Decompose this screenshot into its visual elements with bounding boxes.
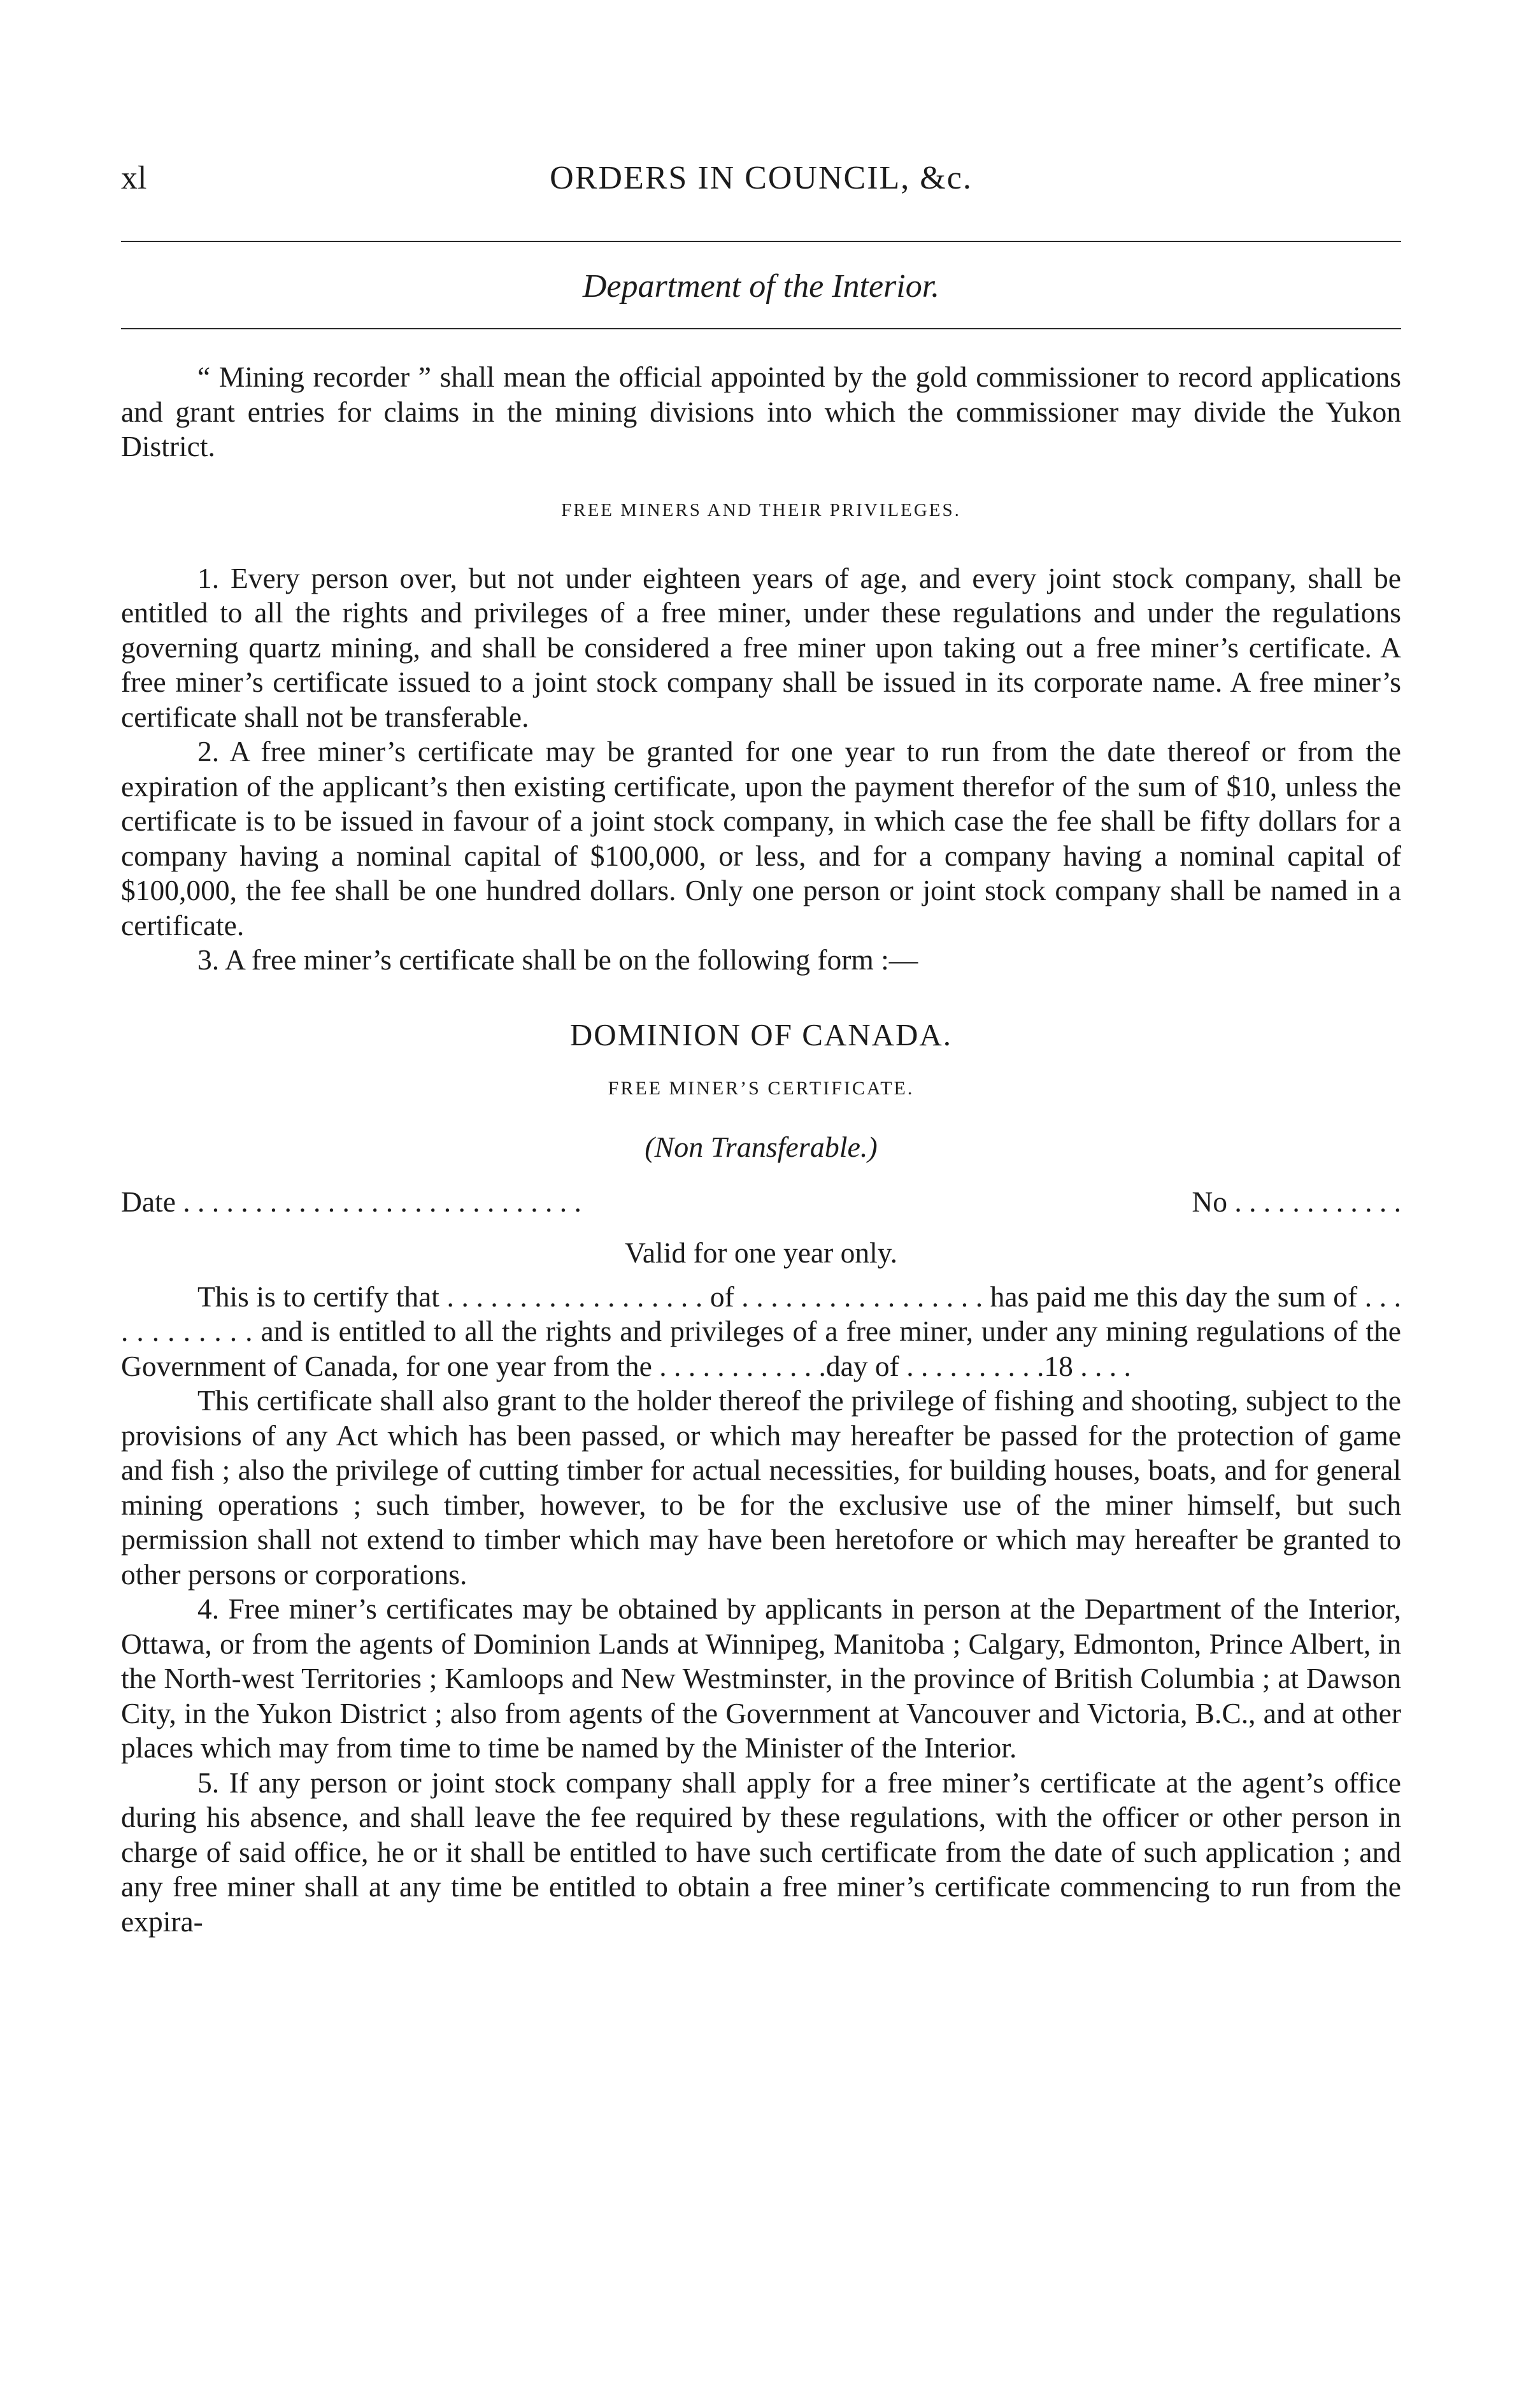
paragraph-3: 3. A free miner’s certificate shall be on the following form :— [197, 943, 918, 976]
department-heading: Department of the Interior. [582, 268, 940, 304]
form-number-field: No . . . . . . . . . . . . [1192, 1185, 1401, 1218]
page-header [121, 159, 1401, 210]
form-date-field: Date . . . . . . . . . . . . . . . . . . . . . . . . . . . . [121, 1185, 581, 1218]
header-rule [121, 241, 1401, 242]
form-note: (Non Transferable.) [645, 1130, 878, 1163]
form-subtitle: FREE MINER’S CERTIFICATE. [608, 1077, 915, 1099]
form-validity: Valid for one year only. [625, 1236, 897, 1269]
paragraph-4: 4. Free miner’s certificates may be obtained by applicants in person at the Department of the Interior, Ottawa, or from the agents of Dominion Lands at Winnipeg, Manitoba ; Calgary, Edmonton, Prince Albert, in the North-west Territories ; Kamloops and New Westminster, in the province of British Columbia ; at Dawson City, in the Yukon District ; also from agents of the Government at Vancouver and Victoria, B.C., and at other places which may from time to time be named by the Minister of the Interior. [121, 1592, 1401, 1764]
paragraph-1: 1. Every person over, but not under eighteen years of age, and every joint stock company, shall be entitled to all the rights and privileges of a free miner, under these regulations and under the regulations governing quartz mining, and shall be considered a free miner upon taking out a free miner’s certificate. A free miner’s certificate issued to a joint stock company shall be issued in its corporate name. A free miner’s certificate shall not be transferable. [121, 561, 1401, 733]
department-rule [121, 328, 1401, 329]
form-date-row [121, 1184, 1401, 1220]
paragraph-mining-recorder: “ Mining recorder ” shall mean the official appointed by the gold commissioner to record applications and grant entries for claims in the mining divisions into which the commissioner may divide the Yukon District. [121, 361, 1401, 462]
body-text [121, 360, 1401, 1939]
form-title: DOMINION OF CANADA. [569, 1017, 953, 1052]
page-number: xl [121, 160, 147, 196]
paragraph-2: 2. A free miner’s certificate may be granted for one year to run from the date thereof or from the expiration of the applicant’s then existing certificate, upon the payment therefor of the sum of $10, unless the certificate is to be issued in favour of a joint stock company, in which case the fee shall be fifty dollars for a company having a nominal capital of $100,000, or less, and for a company having a nominal capital of $100,000, the fee shall be one hundred dollars. Only one person or joint stock company shall be named in a certificate. [121, 735, 1401, 941]
paragraph-5: 5. If any person or joint stock company shall apply for a free miner’s certificate at the agent’s office during his absence, and shall leave the fee required by these regulations, with the officer or other person in charge of said office, he or it shall be entitled to have such certificate from the date of such application ; and any free miner shall at any time be entitled to obtain a free miner’s certificate commencing to run from the expira- [121, 1766, 1401, 1938]
paragraph-certify: This is to certify that . . . . . . . . . . . . . . . . . . of . . . . . . . . . . . . . . . . . has paid me this day the sum of . . . . . . . . . . . . and is entitled to all the rights and privileges of a free miner, under any mining regulations of the Government of Canada, for one year from the . . . . . . . . . . . .day of . . . . . . . . . .18 . . . . [121, 1280, 1401, 1382]
running-title: ORDERS IN COUNCIL, &c. [550, 160, 973, 196]
section-heading: FREE MINERS AND THEIR PRIVILEGES. [561, 499, 961, 520]
paragraph-privilege: This certificate shall also grant to the holder thereof the privilege of fishing and shooting, subject to the provisions of any Act which has been passed, or which may hereafter be passed for the protection of game and fish ; also the privilege of cutting timber for actual necessities, for building houses, boats, and for general mining operations ; such timber, however, to be for the exclusive use of the miner himself, but such permission shall not extend to timber which may have been heretofore or which may hereafter be granted to other persons or corporations. [121, 1384, 1401, 1591]
